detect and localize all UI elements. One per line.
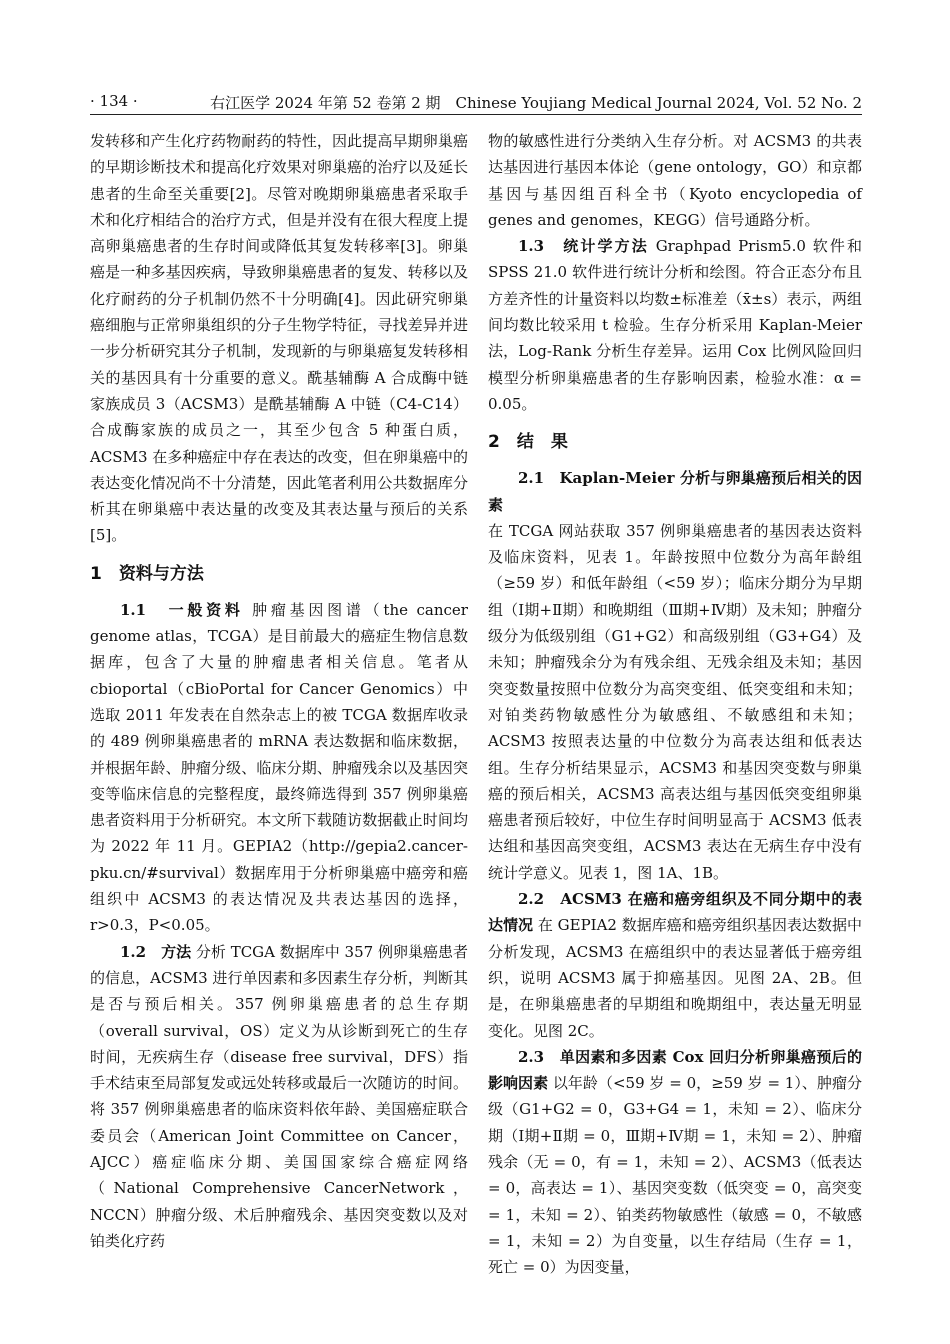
page-number: · 134 · (90, 92, 138, 110)
section-1-heading: 1 资料与方法 (90, 563, 204, 584)
subsection-1-1-text: 肿瘤基因图谱（the cancer genome atlas，TCGA）是目前最大的癌症生物信息数据库，包含了大量的肿瘤患者相关信息。笔者从 cbioportal（cBioPortal for Cancer Genomics）中选取 2011 年发表在自然杂志上的被 TCGA 数据库收录的 489 例卵巢癌患者的 mRNA 表达数据和临床数据，并根据年龄、肿瘤分级、临床分期、肿瘤残余以及基因突变等临床信息的完整程度，最终筛选得到 357 例卵巢癌患者资料用于分析研究。本文所下载随访数据截止时间均为 2022 年 11 月。GEPIA2（http://gepia2.cancer-pku.cn/#survival）数据库用于分析卵巢癌中癌旁和癌组织中 ACSM3 的表达情况及共表达基因的选择，r>0.3，P<0.05。 (90, 600, 468, 935)
paragraph-1-1 (90, 597, 468, 939)
left-column (90, 128, 468, 1254)
right-column (488, 128, 862, 1280)
subsection-2-3-title: 2.3 单因素和多因素 Cox 回归分析卵巢癌预后的影响因素 (488, 1047, 862, 1093)
subsection-2-1-text: 在 TCGA 网站获取 357 例卵巢癌患者的基因表达资料及临床资料，见表 1。年龄按照中位数分为高年龄组（≥59 岁）和低年龄组（<59 岁）；临床分期分为早期组（Ⅰ期+Ⅱ期）和晚期组（Ⅲ期+Ⅳ期）及未知；肿瘤分级分为低级别组（G1+G2）和高级别组（G3+G4）及未知；肿瘤残余分为有残余组、无残余组及未知；基因突变数量按照中位数分为高突变组、低突变组和未知；对铂类药物敏感性分为敏感组、不敏感组和未知；ACSM3 按照表达量的中位数分为高表达组和低表达组。生存分析结果显示，ACSM3 和基因突变数与卵巢癌的预后相关，ACSM3 高表达组与基因低突变组卵巢癌患者预后较好，中位生存时间明显高于 ACSM3 低表达组和基因高突变组，ACSM3 表达在无病生存中没有统计学意义。见表 1，图 1A、1B。 (488, 521, 862, 882)
paragraph-2-3 (488, 1044, 862, 1281)
section-2-heading: 2 结 果 (488, 432, 568, 453)
subsection-2-2-title: 2.2 ACSM3 在癌和癌旁组织及不同分期中的表达情况 (488, 890, 862, 935)
subsection-1-3-title: 1.3 统计学方法 (518, 237, 649, 256)
paragraph-1-3 (488, 233, 862, 417)
subsection-2-3-text: 以年龄（<59 岁 = 0，≥59 岁 = 1）、肿瘤分级（G1+G2 = 0，G3+G4 = 1，未知 = 2）、临床分期（Ⅰ期+Ⅱ期 = 0，Ⅲ期+Ⅳ期 = 1，未知 = 2）、肿瘤残余（无 = 0，有 = 1，未知 = 2）、ACSM3（低表达 = 0，高表达 = 1）、基因突变数（低突变 = 0，高突变 = 1，未知 = 2）、铂类药物敏感性（敏感 = 0，不敏感 = 1，未知 = 2）为自变量，以生存结局（生存 = 1，死亡 = 0）为因变量， (488, 1074, 862, 1277)
intro-paragraph: 发转移和产生化疗药物耐药的特性，因此提高早期卵巢癌的早期诊断技术和提高化疗效果对卵巢癌的治疗以及延长患者的生命至关重要[2]。尽管对晚期卵巢癌患者采取手术和化疗相结合的治疗方式，但是并没有在很大程度上提高卵巢癌患者的生存时间或降低其复发转移率[3]。卵巢癌是一种多基因疾病，导致卵巢癌患者的复发、转移以及化疗耐药的分子机制仍然不十分明确[4]。因此研究卵巢癌细胞与正常卵巢组织的分子生物学特征，寻找差异并进一步分析研究其分子机制，发现新的与卵巢癌复发转移相关的基因具有十分重要的意义。酰基辅酶 A 合成酶中链家族成员 3（ACSM3）是酰基辅酶 A 中链（C4-C14）合成酶家族的成员之一，其至少包含 5 种蛋白质，ACSM3 在多种癌症中存在表达的改变，但在卵巢癌中的表达变化情况尚不十分清楚，因此笔者利用公共数据库分析其在卵巢癌中表达量的改变及其表达量与预后的关系[5]。 (90, 132, 468, 545)
running-header (90, 86, 862, 115)
paragraph-2-1 (488, 465, 862, 886)
paragraph-1-2 (90, 939, 468, 1255)
paragraph-2-2 (488, 886, 862, 1044)
subsection-1-2-title: 1.2 方法 (120, 942, 192, 961)
subsection-1-2-text: 分析 TCGA 数据库中 357 例卵巢癌患者的信息，ACSM3 进行单因素和多因素生存分析，判断其是否与预后相关。357 例卵巢癌患者的总生存期（overall survival，OS）定义为从诊断到死亡的生存时间，无疾病生存（disease free survival，DFS）指手术结束至局部复发或远处转移或最后一次随访的时间。将 357 例卵巢癌患者的临床资料依年龄、美国癌症联合委员会（American Joint Committee on Cancer，AJCC）癌症临床分期、美国国家综合癌症网络（National Comprehensive CancerNetwork，NCCN）肿瘤分级、术后肿瘤残余、基因突变数以及对铂类化疗药 (90, 942, 468, 1250)
subsection-1-1-title: 1.1 一般资料 (120, 600, 244, 619)
paragraph-1-2-cont: 物的敏感性进行分类纳入生存分析。对 ACSM3 的共表达基因进行基因本体论（gene ontology，GO）和京都基因与基因组百科全书（Kyoto encyclopedia of genes and genomes，KEGG）信号通路分析。 (488, 132, 862, 229)
subsection-1-3-text: Graphpad Prism5.0 软件和 SPSS 21.0 软件进行统计分析和绘图。符合正态分布且方差齐性的计量资料以均数±标准差（x̄±s）表示，两组间均数比较采用 t 检验。生存分析采用 Kaplan-Meier 法，Log-Rank 分析生存差异。运用 Cox 比例风险回归模型分析卵巢癌患者的生存影响因素，检验水准：α = 0.05。 (488, 237, 862, 413)
subsection-2-1-title: 2.1 Kaplan-Meier 分析与卵巢癌预后相关的因素 (488, 469, 862, 514)
subsection-2-2-text: 在 GEPIA2 数据库癌和癌旁组织基因表达数据中分析发现，ACSM3 在癌组织中的表达显著低于癌旁组织，说明 ACSM3 属于抑癌基因。见图 2A、2B。但是，在卵巢癌患者的早期组和晚期组中，表达量无明显变化。见图 2C。 (488, 916, 862, 1040)
running-title: 右江医学 2024 年第 52 卷第 2 期 Chinese Youjiang Medical Journal 2024, Vol. 52 No. 2 (210, 94, 862, 112)
